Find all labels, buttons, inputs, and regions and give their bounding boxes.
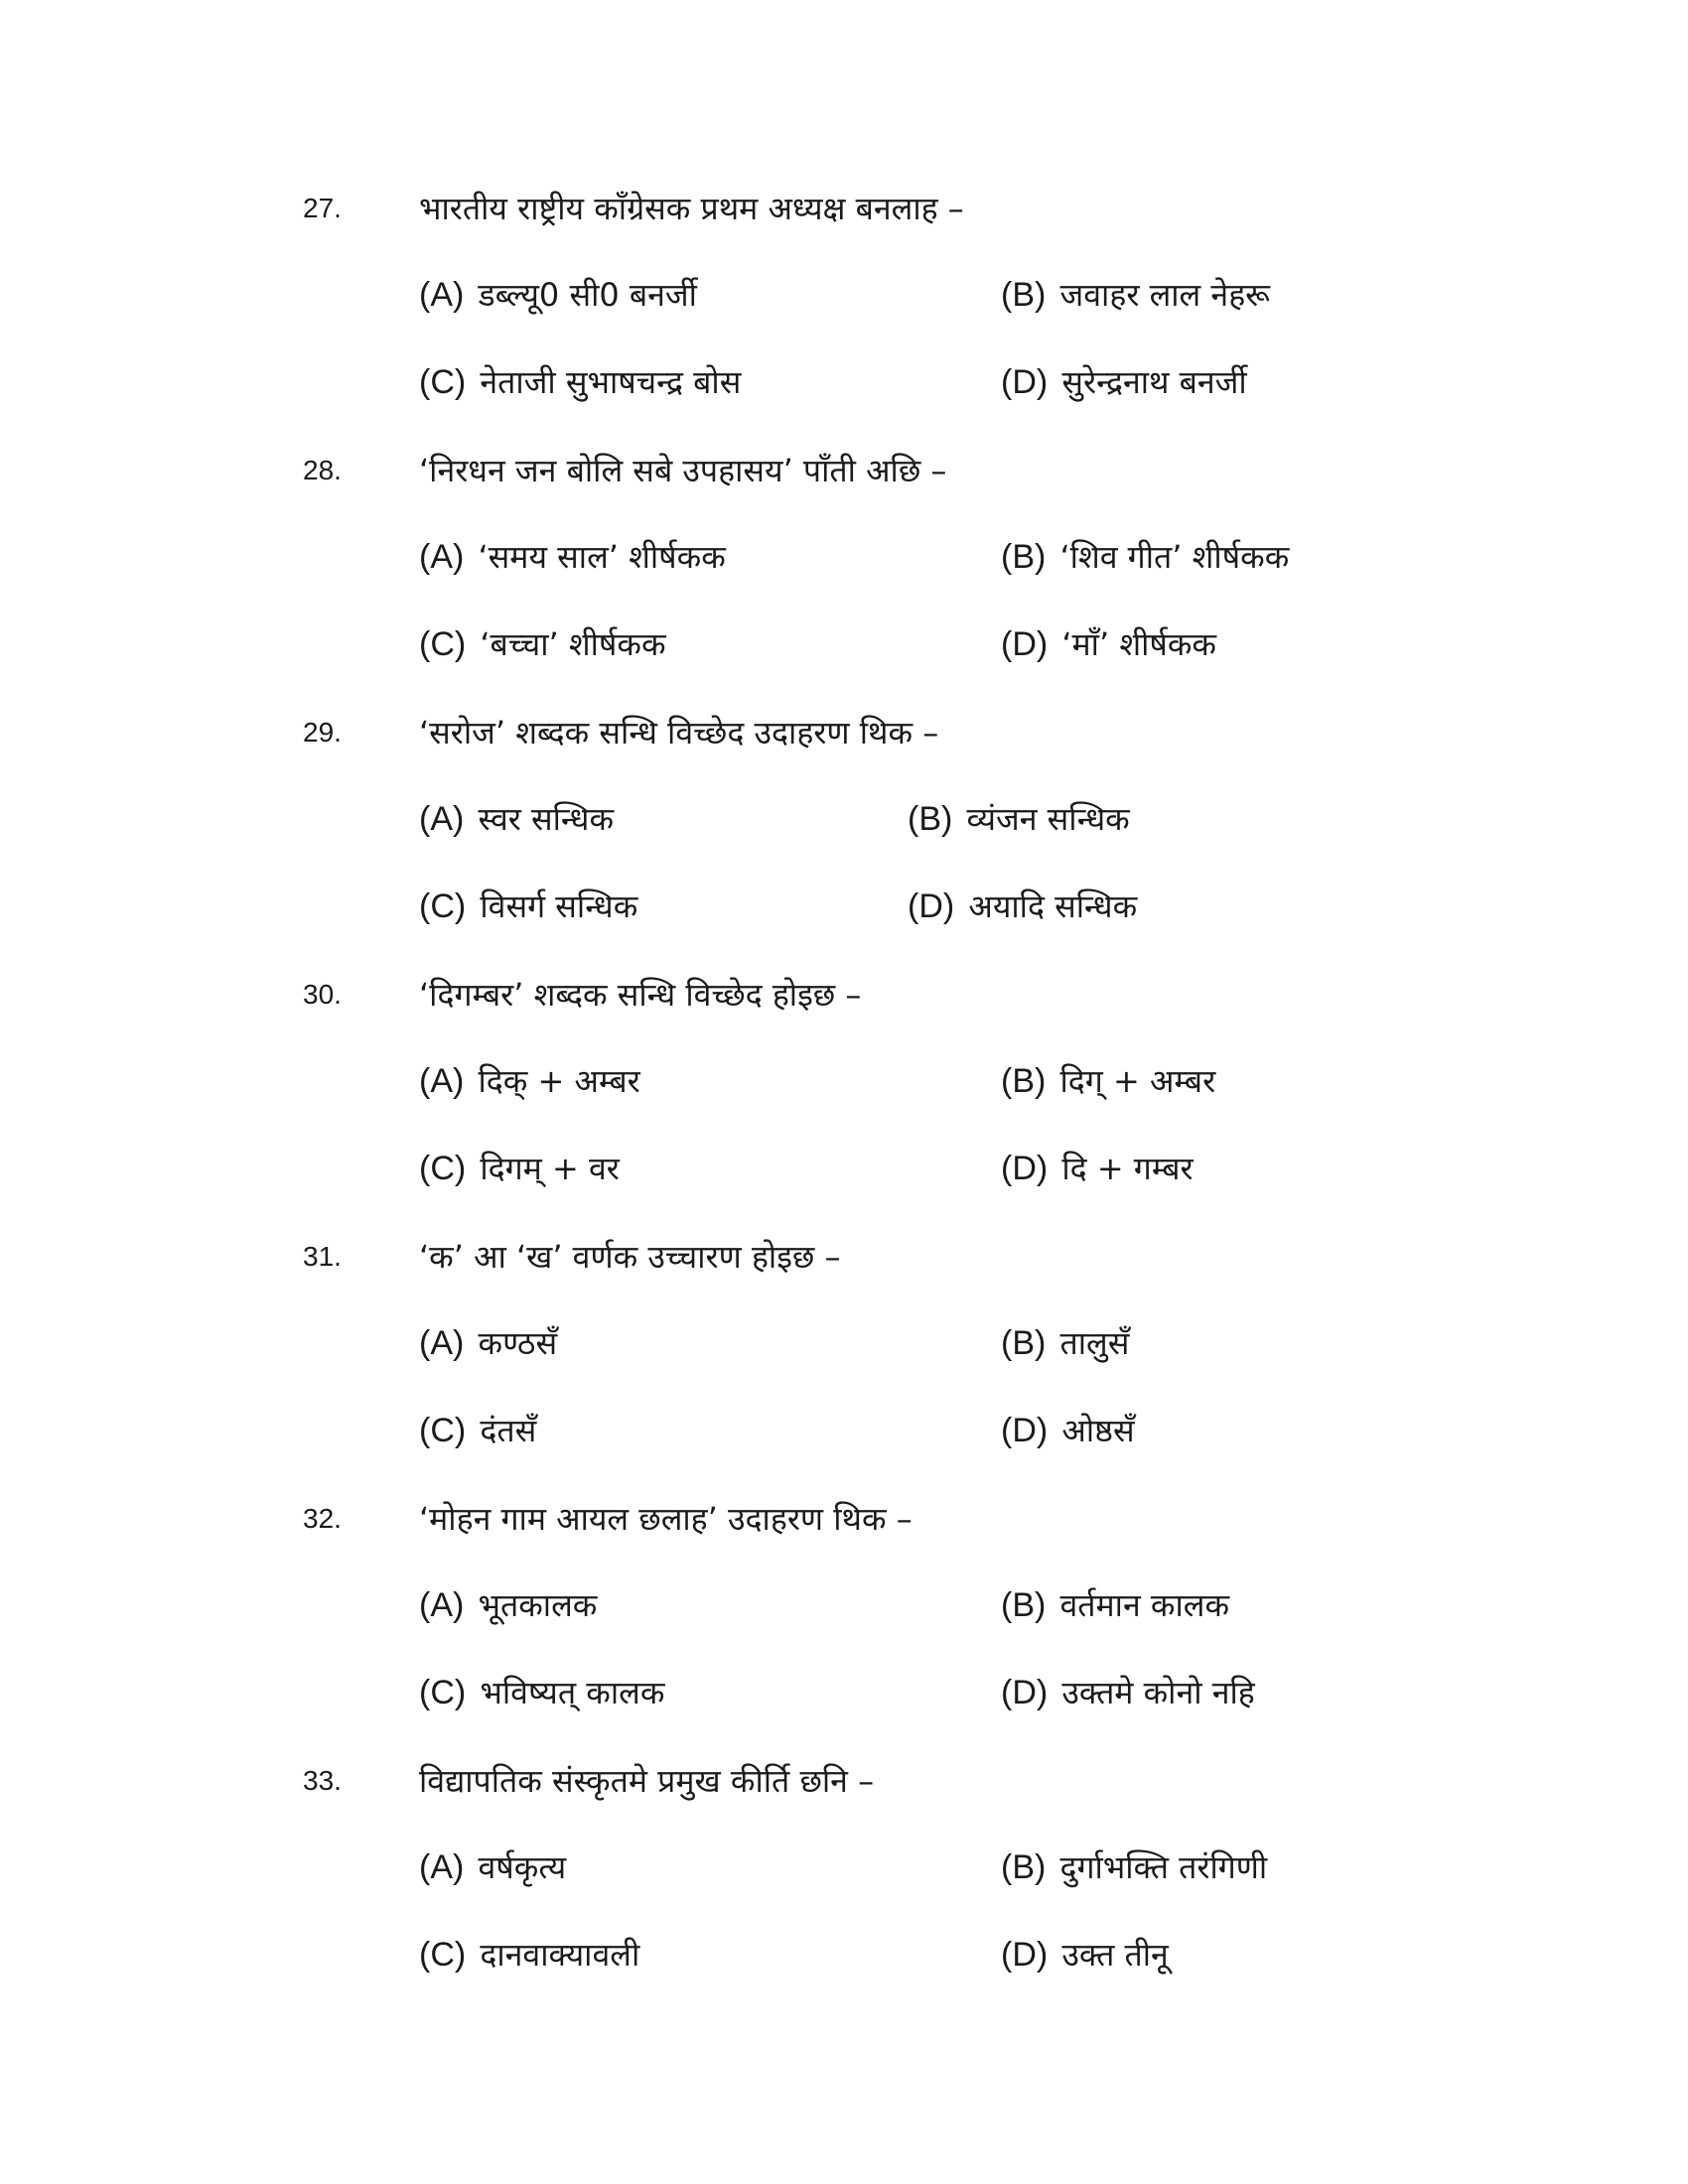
option-text: ओष्ठसँ: [1061, 1412, 1135, 1449]
option-d: [1001, 1147, 1194, 1190]
option-label: (B): [1001, 1324, 1047, 1362]
option-text: डब्ल्यू0 सी0 बनर्जी: [478, 276, 697, 314]
option-label: (A): [419, 276, 465, 314]
option-c: [419, 1409, 536, 1452]
option-text: वर्षकृत्य: [478, 1848, 567, 1886]
option-label: (B): [1001, 538, 1047, 576]
option-c: [419, 1147, 620, 1190]
question-text: ‘मोहन गाम आयल छलाह’ उदाहरण थिक –: [419, 1500, 913, 1538]
question-number: 29.: [303, 717, 342, 748]
option-text: दानवाक्यावली: [480, 1936, 640, 1974]
option-label: (D): [1001, 1150, 1049, 1187]
option-text: अयादि सन्धिक: [968, 887, 1138, 925]
option-text: सुरेन्द्रनाथ बनर्जी: [1061, 363, 1247, 401]
option-d: [1001, 1671, 1255, 1714]
question-32: [0, 1497, 1688, 1759]
option-a: [419, 1059, 640, 1103]
option-a: [419, 797, 614, 841]
option-text: दंतसँ: [480, 1412, 537, 1449]
question-text: ‘दिगम्बर’ शब्दक सन्धि विच्छेद होइछ –: [419, 976, 862, 1014]
option-label: (D): [1001, 1674, 1049, 1711]
option-label: (C): [419, 1412, 467, 1449]
option-c: [419, 1671, 664, 1714]
option-text: तालुसँ: [1059, 1324, 1130, 1362]
option-label: (A): [419, 800, 465, 838]
option-d: [908, 885, 1137, 928]
option-label: (D): [1001, 1412, 1049, 1449]
question-text: ‘निरधन जन बोलि सबे उपहासय’ पाँती अछि –: [419, 452, 947, 489]
option-label: (C): [419, 1674, 467, 1711]
option-a: [419, 1845, 566, 1889]
option-label: (A): [419, 1586, 465, 1624]
option-a: [419, 273, 697, 317]
question-number: 27.: [303, 193, 342, 223]
question-30: [0, 973, 1688, 1235]
question-number: 32.: [303, 1503, 342, 1534]
option-label: (C): [419, 363, 467, 401]
option-text: उक्तमे कोनो नहि: [1061, 1674, 1255, 1711]
option-b: [1001, 1321, 1129, 1365]
option-b: [1001, 1845, 1267, 1889]
option-text: दिग् + अम्बर: [1059, 1062, 1216, 1100]
option-text: नेताजी सुभाषचन्द्र बोस: [480, 363, 742, 401]
option-text: दुर्गाभक्ति तरंगिणी: [1059, 1848, 1268, 1886]
option-text: उक्त तीनू: [1061, 1936, 1169, 1974]
question-27: [0, 187, 1688, 449]
option-text: भविष्यत् कालक: [480, 1674, 665, 1711]
option-label: (B): [908, 800, 953, 838]
option-text: ‘समय साल’ शीर्षकक: [478, 538, 726, 576]
option-text: दि + गम्बर: [1061, 1150, 1194, 1187]
option-label: (A): [419, 1324, 465, 1362]
option-text: दिक् + अम्बर: [478, 1062, 640, 1100]
option-c: [419, 885, 637, 928]
option-a: [419, 1321, 557, 1365]
option-label: (D): [1001, 625, 1049, 663]
option-b: [1001, 1059, 1215, 1103]
option-label: (D): [908, 887, 955, 925]
option-label: (C): [419, 1150, 467, 1187]
question-text: विद्यापतिक संस्कृतमे प्रमुख कीर्ति छनि –: [419, 1762, 875, 1800]
option-label: (B): [1001, 276, 1047, 314]
option-c: [419, 622, 666, 666]
option-d: [1001, 1933, 1169, 1977]
question-33: [0, 1759, 1688, 2021]
question-text: ‘क’ आ ‘ख’ वर्णक उच्चारण होइछ –: [419, 1238, 841, 1276]
option-b: [1001, 1583, 1229, 1627]
option-text: ‘बच्चा’ शीर्षकक: [480, 625, 666, 663]
option-text: कण्ठसँ: [478, 1324, 558, 1362]
option-label: (C): [419, 625, 467, 663]
option-a: [419, 1583, 597, 1627]
option-label: (B): [1001, 1848, 1047, 1886]
question-number: 31.: [303, 1241, 342, 1272]
question-31: [0, 1235, 1688, 1497]
question-text: भारतीय राष्ट्रीय काँग्रेसक प्रथम अध्यक्ष बनलाह –: [419, 190, 964, 227]
option-b: [1001, 535, 1289, 579]
question-number: 30.: [303, 979, 342, 1010]
question-number: 28.: [303, 455, 342, 485]
option-label: (A): [419, 1062, 465, 1100]
option-text: वर्तमान कालक: [1059, 1586, 1230, 1624]
option-label: (C): [419, 887, 467, 925]
option-text: ‘शिव गीत’ शीर्षकक: [1059, 538, 1290, 576]
option-d: [1001, 360, 1247, 404]
option-c: [419, 360, 741, 404]
option-label: (A): [419, 1848, 465, 1886]
option-label: (B): [1001, 1062, 1047, 1100]
option-text: विसर्ग सन्धिक: [480, 887, 638, 925]
option-c: [419, 1933, 639, 1977]
option-text: जवाहर लाल नेहरू: [1059, 276, 1271, 314]
question-text: ‘सरोज’ शब्दक सन्धि विच्छेद उदाहरण थिक –: [419, 714, 939, 751]
question-28: [0, 449, 1688, 711]
option-label: (A): [419, 538, 465, 576]
option-d: [1001, 1409, 1135, 1452]
option-label: (C): [419, 1936, 467, 1974]
option-d: [1001, 622, 1216, 666]
option-b: [1001, 273, 1270, 317]
option-a: [419, 535, 726, 579]
question-29: [0, 711, 1688, 973]
option-text: दिगम् + वर: [480, 1150, 620, 1187]
option-text: भूतकालक: [478, 1586, 598, 1624]
option-label: (B): [1001, 1586, 1047, 1624]
option-text: स्वर सन्धिक: [478, 800, 615, 838]
option-label: (D): [1001, 363, 1049, 401]
option-text: व्यंजन सन्धिक: [966, 800, 1130, 838]
option-text: ‘माँ’ शीर्षकक: [1061, 625, 1217, 663]
option-b: [908, 797, 1130, 841]
question-number: 33.: [303, 1765, 342, 1796]
option-label: (D): [1001, 1936, 1049, 1974]
